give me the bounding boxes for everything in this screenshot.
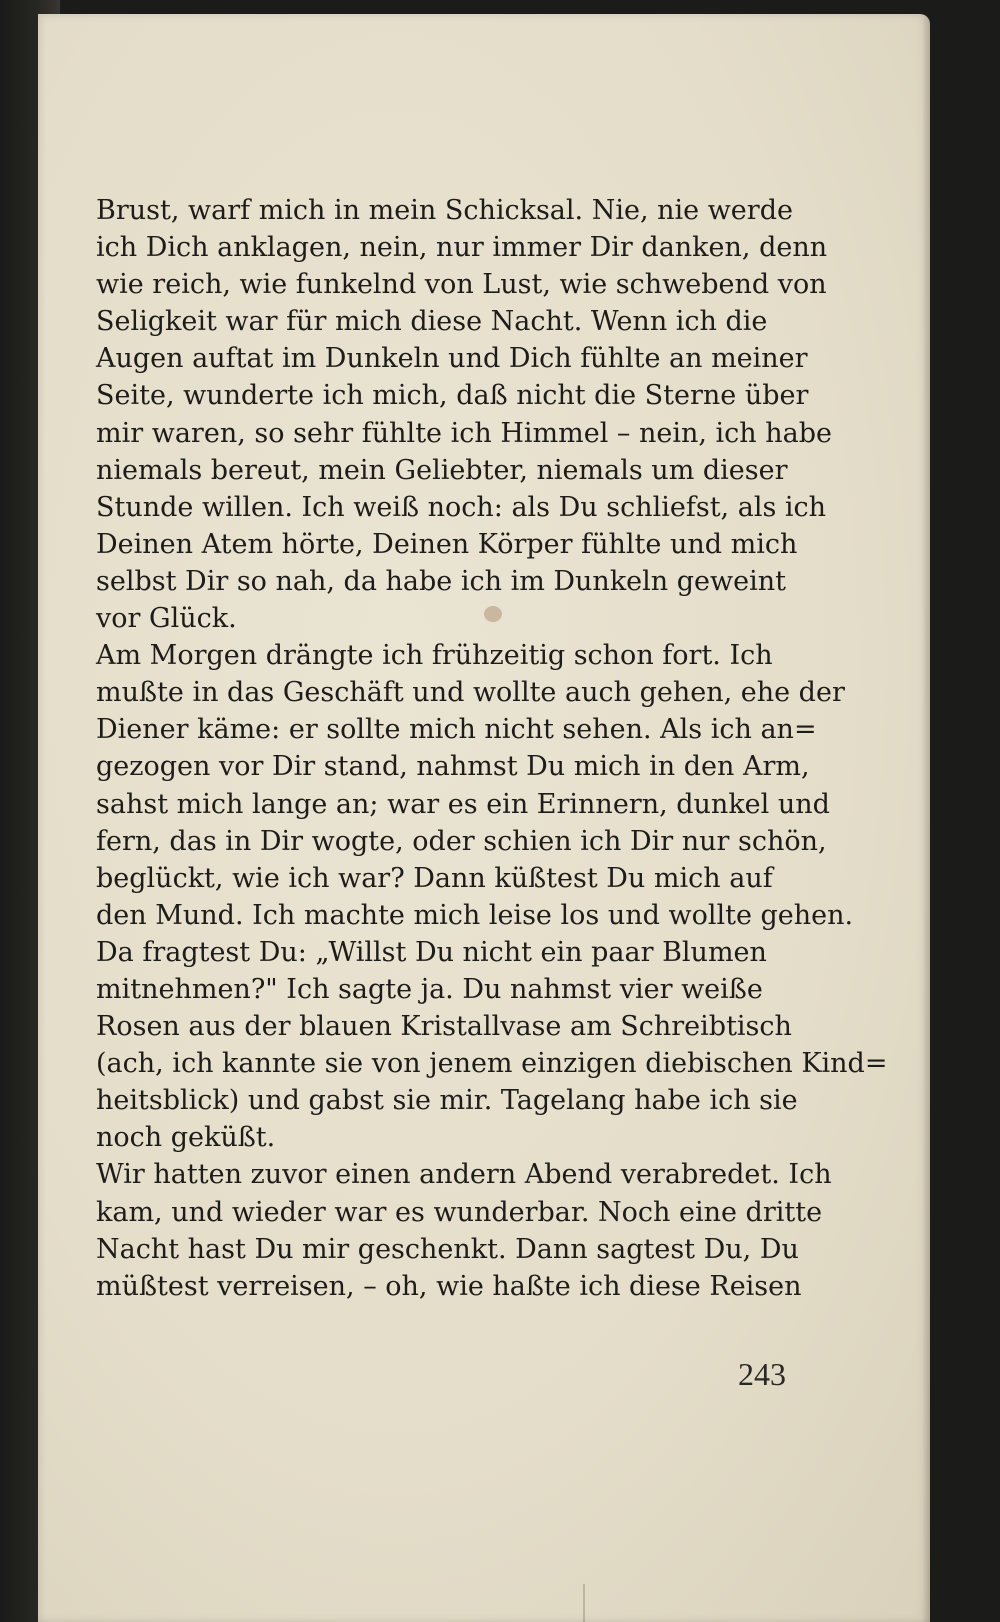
text-line: Diener käme: er sollte mich nicht sehen. Als ich an=: [96, 714, 817, 746]
text-line: mitnehmen?" Ich sagte ja. Du nahmst vier weiße: [96, 973, 763, 1005]
text-line: den Mund. Ich machte mich leise los und wollte gehen.: [96, 899, 854, 931]
text-line: mußte in das Geschäft und wollte auch gehen, ehe der: [96, 677, 845, 709]
text-line: ich Dich anklagen, nein, nur immer Dir danken, denn: [96, 232, 828, 264]
text-line: vor Glück.: [96, 603, 237, 635]
text-line: Rosen aus der blauen Kristallvase am Schreibtisch: [96, 1011, 792, 1043]
text-line: noch geküßt.: [96, 1122, 276, 1154]
text-line: müßtest verreisen, – oh, wie haßte ich diese Reisen: [96, 1270, 802, 1302]
text-line: gezogen vor Dir stand, nahmst Du mich in den Arm,: [96, 751, 810, 783]
text-line: selbst Dir so nah, da habe ich im Dunkeln geweint: [96, 565, 786, 597]
text-line: wie reich, wie funkelnd von Lust, wie schwebend von: [96, 269, 827, 301]
text-line: Stunde willen. Ich weiß noch: als Du schliefst, als ich: [96, 491, 827, 523]
page-number: 243: [738, 1356, 786, 1392]
text-line: kam, und wieder war es wunderbar. Noch eine dritte: [96, 1196, 823, 1228]
body-text: [96, 192, 888, 1305]
page-edge-shadow: [922, 14, 930, 1622]
text-line: Am Morgen drängte ich frühzeitig schon fort. Ich: [96, 640, 773, 672]
text-line: Nacht hast Du mir geschenkt. Dann sagtest Du, Du: [96, 1233, 799, 1265]
text-line: (ach, ich kannte sie von jenem einzigen diebischen Kind=: [96, 1048, 888, 1080]
text-line: beglückt, wie ich war? Dann küßtest Du mich auf: [96, 862, 773, 894]
text-line: Augen auftat im Dunkeln und Dich fühlte an meiner: [96, 343, 808, 375]
text-line: niemals bereut, mein Geliebter, niemals um dieser: [96, 454, 788, 486]
text-line: fern, das in Dir wogte, oder schien ich Dir nur schön,: [96, 825, 827, 857]
text-line: sahst mich lange an; war es ein Erinnern, dunkel und: [96, 788, 830, 820]
text-line: Wir hatten zuvor einen andern Abend verabredet. Ich: [96, 1159, 832, 1191]
text-line: heitsblick) und gabst sie mir. Tagelang habe ich sie: [96, 1085, 798, 1117]
book-page: [38, 14, 930, 1622]
text-line: Da fragtest Du: „Willst Du nicht ein paar Blumen: [96, 936, 767, 968]
text-line: Deinen Atem hörte, Deinen Körper fühlte und mich: [96, 528, 798, 560]
text-line: Seligkeit war für mich diese Nacht. Wenn ich die: [96, 306, 768, 338]
text-line: Brust, warf mich in mein Schicksal. Nie, nie werde: [96, 195, 793, 226]
text-line: mir waren, so sehr fühlte ich Himmel – nein, ich habe: [96, 417, 833, 449]
paper-crease: [583, 1584, 585, 1622]
text-line: Seite, wunderte ich mich, daß nicht die Sterne über: [96, 380, 809, 412]
